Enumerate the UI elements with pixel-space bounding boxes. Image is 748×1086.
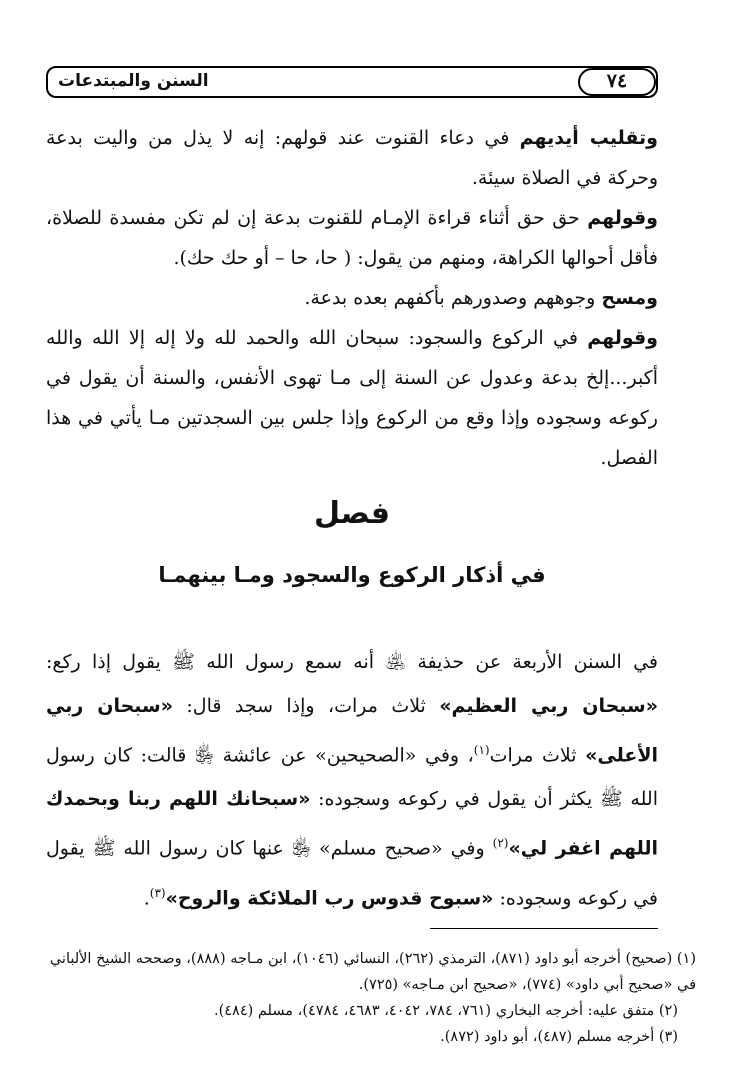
quote: «سبوح قدوس رب الملائكة والروح»: [165, 886, 494, 909]
quote: «سبحان ربي الأعلى»: [46, 695, 658, 767]
footnote-divider: [430, 928, 658, 929]
section-subtitle: في أذكار الركوع والسجود ومـا بينهمـا: [158, 563, 546, 587]
hadith-paragraph: [46, 640, 658, 920]
text-run: ثلاث مرات: [489, 744, 586, 767]
lead-word: وقولهم: [587, 327, 658, 349]
paragraph: [46, 278, 658, 318]
paragraph-text: في الركوع والسجود: سبحان الله والحمد لله ولا إله إلا الله والله أكبر...إلخ بدعة وعدول عن السنة إلى مـا تهوى الأنفس، والسنة أن يقول في ركوعه وسجوده وإذا وقع من الركوع وإذا جلس بين السجدتين مـا يأتي في هذا الفصل.: [46, 327, 658, 469]
footnote-ref[interactable]: (١): [473, 743, 490, 757]
footnote: (٢) متفق عليه: أخرجه البخاري (٧٦١، ٧٨٤، ٤٠٤٢، ٤٦٨٣، ٤٧٨٤)، مسلم (٤٨٤).: [213, 1003, 678, 1019]
lead-word: ومسح: [601, 287, 658, 309]
paragraph: [46, 198, 658, 278]
footnote-ref[interactable]: (٢): [492, 836, 509, 851]
lead-word: وتقليب أيديهم: [519, 127, 658, 149]
footnotes: [46, 946, 696, 1050]
paragraph-text: وجوههم وصدورهم بأكفهم بعده بدعة.: [304, 287, 602, 309]
quote: «سبحان ربي العظيم»: [439, 695, 658, 717]
lead-word: وقولهم: [587, 207, 658, 229]
page-number: ٧٤: [578, 68, 656, 96]
paragraph-text: في دعاء القنوت عند قولهم: إنه لا يذل من واليت بدعة وحركة في الصلاة سيئة.: [46, 127, 658, 189]
intro-text: [46, 118, 658, 478]
section-title: فصل: [314, 496, 390, 531]
paragraph: [46, 318, 658, 478]
footnote: (١) (صحيح) أخرجه أبو داود (٨٧١)، الترمذي (٢٦٢)، النسائي (١٠٤٦)، ابن مـاجه (٨٨٨)، وصححه الشيخ الألباني في «صحيح أبي داود» (٧٧٤)، «صحيح ابن مـاجه» (٧٢٥).: [49, 951, 696, 993]
text-run: ، وفي «الصحيحين» عن عائشة ﵂ قالت: كان رسول الله ﷺ يكثر أن يقول في ركوعه وسجوده:: [46, 744, 658, 811]
footnote-ref[interactable]: (٣): [149, 885, 166, 900]
text-run: .: [143, 886, 150, 909]
text-run: وفي «صحيح مسلم» ﵂ عنها كان رسول الله ﷺ يقول في ركوعه وسجوده:: [46, 837, 658, 909]
text-run: في السنن الأربعة عن حذيفة ﵁ أنه سمع رسول الله ﷺ يقول إذا ركع:: [46, 651, 658, 673]
paragraph-text: حق حق أثناء قراءة الإمـام للقنوت بدعة إن لم تكن مفسدة للصلاة، فأقل أحوالها الكراهة، ومنهم من يقول: ( حا، حا – أو حك حك).: [46, 207, 658, 269]
running-title: السنن والمبتدعات: [58, 71, 209, 91]
running-header: [46, 66, 658, 102]
quote: «سبحانك اللهم ربنا وبحمدك اللهم اغفر لي»: [46, 788, 658, 860]
footnote: (٣) أخرجه مسلم (٤٨٧)، أبو داود (٨٧٢).: [440, 1029, 678, 1045]
paragraph: [46, 118, 658, 198]
text-run: ثلاث مرات، وإذا سجد قال:: [173, 695, 440, 717]
